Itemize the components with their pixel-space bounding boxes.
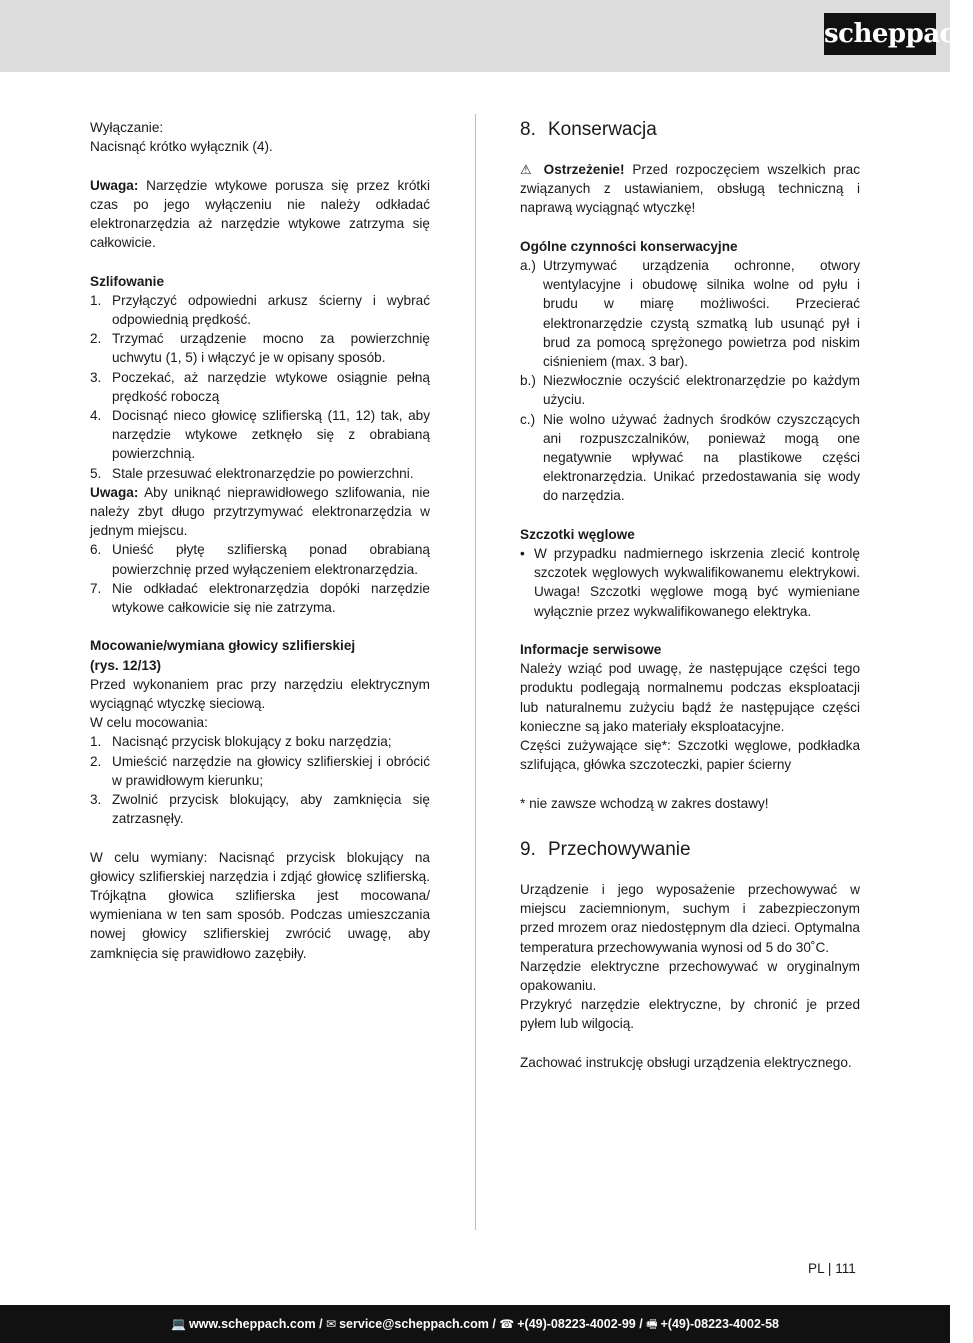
page-number: PL | 111 [808, 1261, 856, 1276]
note-text-2: Aby uniknąć nieprawidłowego szlifowania, nie należy zbyt długo przytrzymywać elektronarzędzia w jednym miejscu. [90, 484, 430, 539]
list-item: 1. Przyłączyć odpowiedni arkusz ścierny i wybrać odpowiednią prędkość. [90, 292, 430, 327]
mounting-sub: W celu mocowania: [90, 715, 208, 731]
footer-email-link[interactable]: service@scheppach.com [339, 1317, 489, 1331]
list-item: 3. Zwolnić przycisk blokujący, aby zamknięcia się zatrzasnęły. [90, 792, 430, 827]
warning-label: Ostrzeżenie! [543, 162, 625, 177]
list-item: 1. Nacisnąć przycisk blokujący z boku narzędzia; [90, 734, 392, 750]
list-item: 5. Stale przesuwać elektronarzędzie po powierzchni. [90, 465, 414, 481]
list-item: 2. Umieścić narzędzie na głowicy szlifierskiej i obrócić w prawidłowym kierunku; [90, 753, 430, 788]
replace-paragraph: W celu wymiany: Nacisnąć przycisk blokujący na głowicy szlifierskiej narzędzia i zdjąć głowicę szlifierską. Trójkątna głowica szlifierska jest mocowana/ wymieniana w ten sam sposób. Podczas umieszczania nowej głowicy szlifierskiej zwrócić uwagę, aby zamknięcia się prawidłowo zazębiły. [90, 849, 430, 961]
switch-off-text: Nacisnąć krótko wyłącznik (4). [90, 139, 273, 155]
scheppach-logo: scheppach [824, 13, 936, 55]
general-maintenance-heading: Ogólne czynności konserwacyjne [520, 238, 738, 254]
phone-icon: ☎ [499, 1317, 515, 1331]
note-paragraph-2 [90, 483, 430, 541]
list-item: 2. Trzymać urządzenie mocno za powierzchnię uchwytu (1, 5) i włączyć je w opisany sposób. [90, 331, 430, 366]
storage-text-4: Zachować instrukcję obsługi urządzenia elektrycznego. [520, 1054, 852, 1070]
carbon-brushes-heading: Szczotki węglowe [520, 526, 635, 542]
note-label-2: Uwaga: [90, 484, 139, 500]
grinding-list [90, 291, 430, 483]
section-9-heading: 9. Przechowywanie [520, 839, 691, 861]
wear-parts-text: Części zużywające się*: Szczotki węglowe, podkładka szlifująca, główka szczoteczki, papier ścierny [520, 738, 860, 773]
section-8-heading: 8. Konserwacja [520, 119, 657, 140]
list-item: 6. Unieść płytę szlifierską ponad obrabianą powierzchnię przed wyłączeniem elektronarzędzia. [90, 542, 430, 577]
mounting-heading: Mocowanie/wymiana głowicy szlifierskiej [90, 638, 356, 654]
bullet-icon: • [520, 546, 525, 562]
grinding-heading: Szlifowanie [90, 273, 165, 289]
note-text: Narzędzie wtykowe porusza się przez krótki czas po jego wyłączeniu nie należy odkładać elektronarzędzia aż narzędzie wtykowe zatrzyma się całkowicie. [90, 177, 430, 251]
footer-fax: +(49)-08223-4002-58 [660, 1317, 779, 1331]
delivery-note: * nie zawsze wchodzą w zakres dostawy! [520, 795, 769, 811]
mail-icon: ✉ [326, 1317, 337, 1331]
storage-text-3: Przykryć narzędzie elektryczne, by chronić je przed pyłem lub wilgocią. [520, 997, 860, 1032]
list-item: 3. Poczekać, aż narzędzie wtykowe osiągnie pełną prędkość roboczą [90, 369, 430, 404]
warning-icon: ⚠ [520, 162, 536, 177]
service-text: Należy wziąć pod uwagę, że następujące części tego produktu podlegają normalnemu podczas eksploatacji lub naturalnemu zużyciu bądź że następujące części konieczne są jako materiały eksploatacyjne. [520, 661, 860, 734]
switch-off-title: Wyłączanie: [90, 120, 164, 135]
service-heading: Informacje serwisowe [520, 642, 662, 658]
grinding-list-2 [90, 540, 430, 617]
list-item: 4. Docisnąć nieco głowicę szlifierską (11, 12) tak, aby narzędzie wtykowe zetknęło się z obrabianą powierzchnią. [90, 408, 430, 462]
header-bar [0, 0, 973, 72]
mounting-heading-figure: (rys. 12/13) [90, 657, 162, 673]
column-divider [475, 114, 476, 1230]
warning-text: Przed rozpoczęciem wszelkich prac związanych z ustawianiem, obsługą techniczną i naprawą wyciągnąć wtyczkę! [520, 162, 861, 216]
storage-text-2: Narzędzie elektryczne przechowywać w oryginalnym opakowaniu. [520, 958, 860, 994]
list-item: • W przypadku nadmiernego iskrzenia zlecić kontrolę szczotek węglowych wykwalifikowanemu elektrykowi. Uwaga! Szczotki węglowe mogą być wymieniane wyłącznie przez wykwalifikowanego elektryka. [520, 544, 860, 621]
list-item: 7. Nie odkładać elektronarzędzia dopóki narzędzie wtykowe całkowicie się nie zatrzyma. [90, 580, 430, 616]
footer-bar: 💻 www.scheppach.com / ✉ service@scheppach.com / ☎ +(49)-08223-4002-99 / 🖷 +(49)-08223-4002-58 [0, 1305, 950, 1343]
computer-icon: 💻 [171, 1317, 186, 1331]
mounting-list [90, 732, 430, 828]
right-column [520, 118, 860, 1072]
note-paragraph [90, 176, 430, 253]
general-maintenance-list [520, 256, 860, 506]
warning-paragraph [520, 160, 860, 218]
footer-phone: +(49)-08223-4002-99 [517, 1317, 636, 1331]
left-column [90, 118, 430, 963]
mounting-intro: Przed wykonaniem prac przy narzędziu elektrycznym wyciągnąć wtyczkę sieciową. [90, 676, 430, 712]
list-item: c.) Nie wolno używać żadnych środków czyszczących ani rozpuszczalników, ponieważ mogą one negatywnie wpływać na plastikowe części elektronarzędzia. Unikać przedostawania się wody do narzędzia. [520, 411, 860, 504]
list-item: a.) Utrzymywać urządzenia ochronne, otwory wentylacyjne i obudowę silnika wolne od pyłu i brudu w miarę możliwości. Przecierać elektronarzędzie czystą szmatką lub usunąć pył i brud za pomocą sprężonego powietrza pod niskim ciśnieniem (max. 3 bar). [520, 258, 860, 370]
note-label: Uwaga: [90, 177, 139, 193]
storage-text-1: Urządzenie i jego wyposażenie przechowywać w miejscu zaciemnionym, suchym i zabezpieczonym przed mrozem oraz niedostępnym dla dzieci. Optymalna temperatura przechowywania wynosi od 5 do 30˚C. [520, 882, 860, 955]
fax-icon: 🖷 [646, 1317, 658, 1331]
list-item: b.) Niezwłocznie oczyścić elektronarzędzie po każdym użyciu. [520, 373, 860, 408]
footer-website-link[interactable]: www.scheppach.com [188, 1317, 316, 1331]
